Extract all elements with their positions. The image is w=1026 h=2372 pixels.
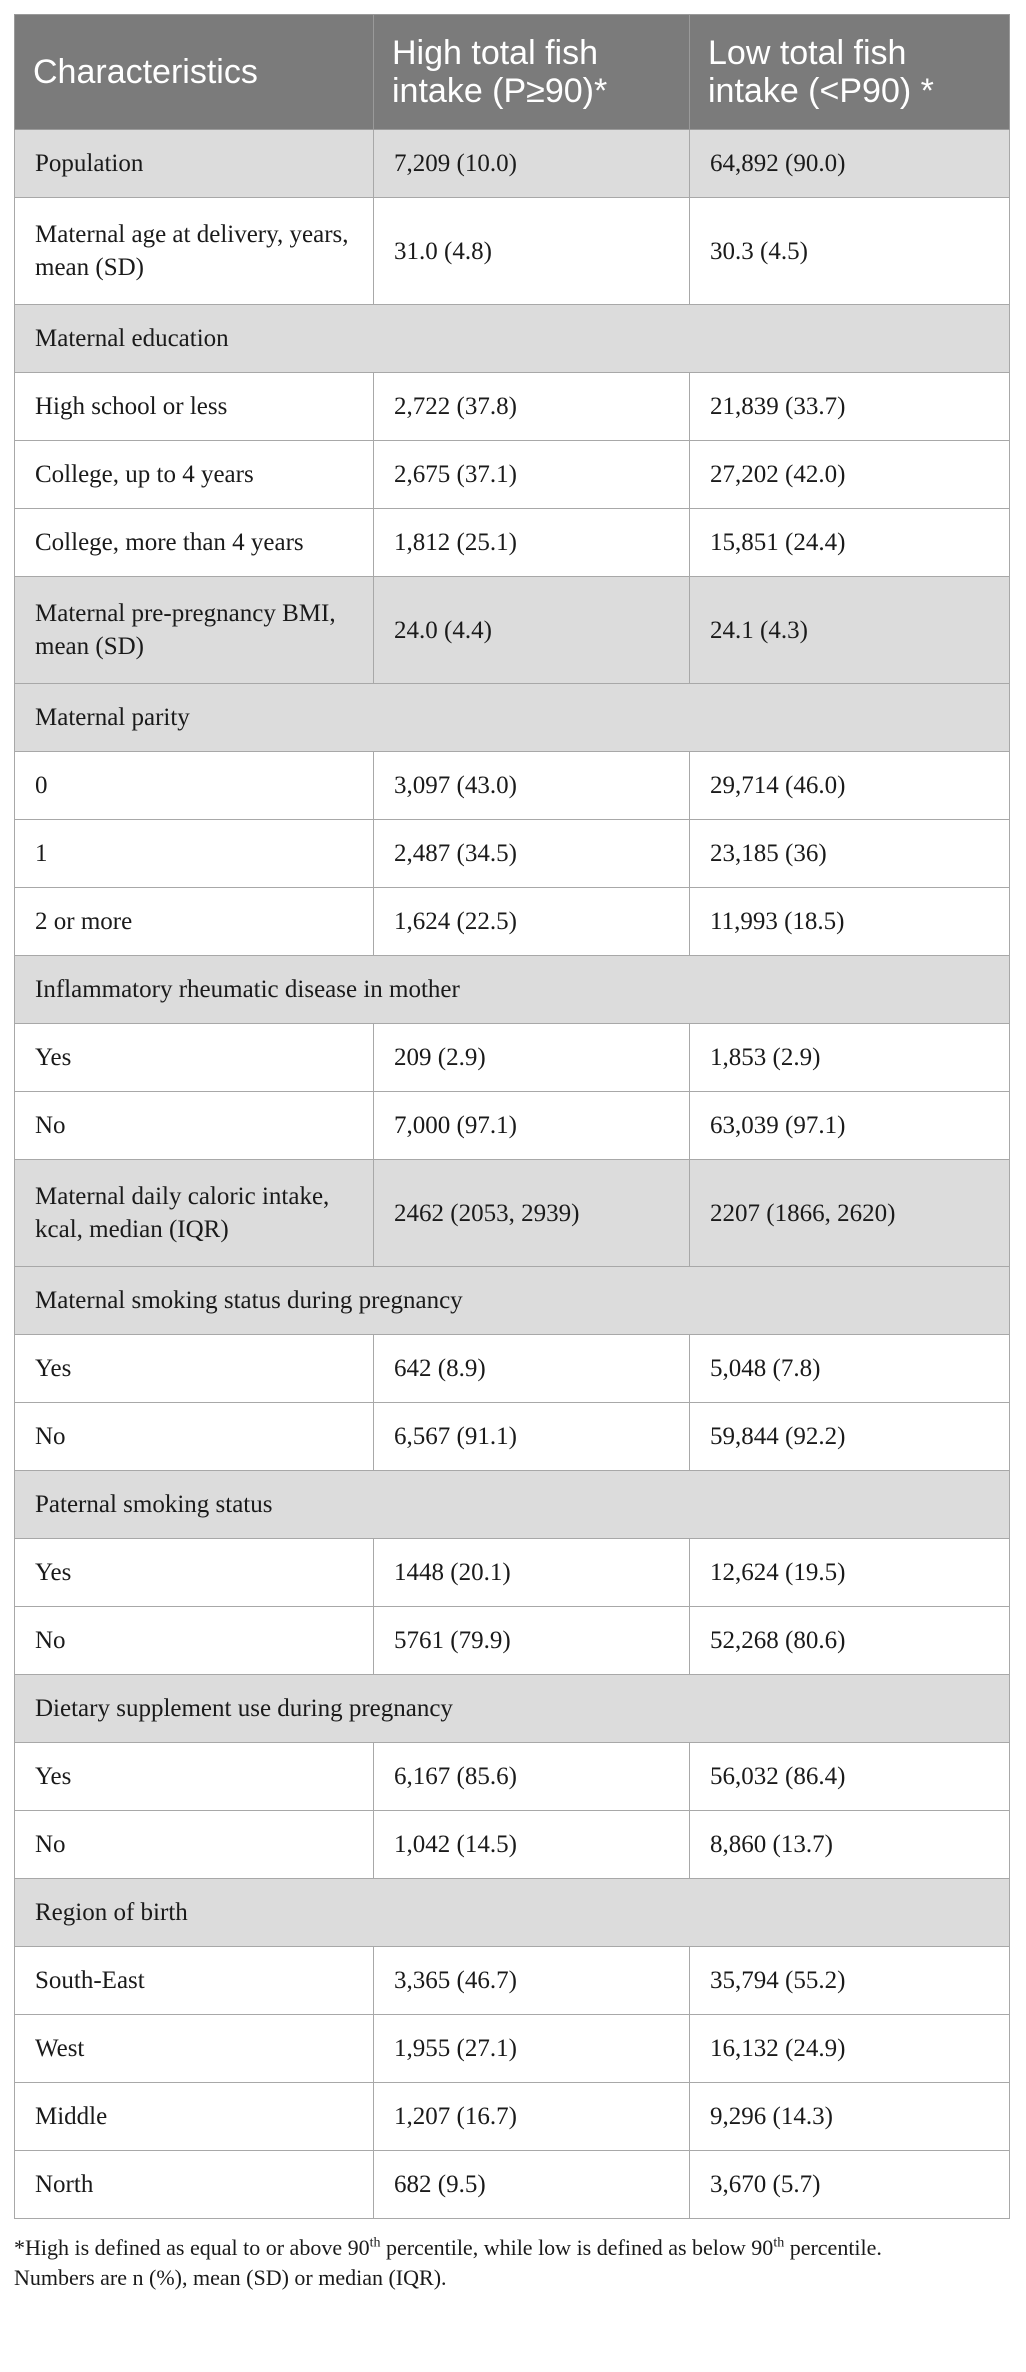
row-label: Yes	[15, 1335, 374, 1403]
high-intake-value: 1448 (20.1)	[374, 1539, 690, 1607]
row-label: High school or less	[15, 373, 374, 441]
low-intake-value: 30.3 (4.5)	[690, 198, 1010, 305]
group-label: Maternal smoking status during pregnancy	[15, 1267, 1010, 1335]
low-intake-value: 59,844 (92.2)	[690, 1403, 1010, 1471]
high-intake-value: 1,812 (25.1)	[374, 509, 690, 577]
footnote-definition	[14, 2233, 1009, 2263]
footnote-text: percentile.	[784, 2235, 882, 2260]
table-row	[15, 2151, 1010, 2219]
table-row	[15, 1539, 1010, 1607]
group-label: Dietary supplement use during pregnancy	[15, 1675, 1010, 1743]
low-intake-value: 24.1 (4.3)	[690, 577, 1010, 684]
low-intake-value: 9,296 (14.3)	[690, 2083, 1010, 2151]
low-intake-value: 23,185 (36)	[690, 820, 1010, 888]
row-label: Yes	[15, 1024, 374, 1092]
row-label: College, more than 4 years	[15, 509, 374, 577]
high-intake-value: 2,675 (37.1)	[374, 441, 690, 509]
low-intake-value: 12,624 (19.5)	[690, 1539, 1010, 1607]
row-label: South-East	[15, 1947, 374, 2015]
high-intake-value: 2462 (2053, 2939)	[374, 1160, 690, 1267]
row-label: 2 or more	[15, 888, 374, 956]
characteristics-table	[14, 14, 1010, 2219]
high-intake-value: 3,097 (43.0)	[374, 752, 690, 820]
group-label: Paternal smoking status	[15, 1471, 1010, 1539]
table-row	[15, 1743, 1010, 1811]
low-intake-value: 2207 (1866, 2620)	[690, 1160, 1010, 1267]
table-row	[15, 2015, 1010, 2083]
table-row	[15, 441, 1010, 509]
table-row	[15, 509, 1010, 577]
table-row	[15, 1335, 1010, 1403]
row-label: Yes	[15, 1743, 374, 1811]
group-label: Maternal education	[15, 305, 1010, 373]
group-label: Region of birth	[15, 1879, 1010, 1947]
high-intake-value: 24.0 (4.4)	[374, 577, 690, 684]
group-label: Inflammatory rheumatic disease in mother	[15, 956, 1010, 1024]
group-header-row	[15, 305, 1010, 373]
table-container	[14, 14, 1009, 2293]
low-intake-value: 1,853 (2.9)	[690, 1024, 1010, 1092]
low-intake-value: 8,860 (13.7)	[690, 1811, 1010, 1879]
low-intake-value: 35,794 (55.2)	[690, 1947, 1010, 2015]
row-label: Maternal age at delivery, years, mean (SD)	[15, 198, 374, 305]
high-intake-value: 7,000 (97.1)	[374, 1092, 690, 1160]
table-row	[15, 1160, 1010, 1267]
header-characteristics: Characteristics	[15, 15, 374, 130]
high-intake-value: 3,365 (46.7)	[374, 1947, 690, 2015]
group-header-row	[15, 956, 1010, 1024]
high-intake-value: 31.0 (4.8)	[374, 198, 690, 305]
high-intake-value: 1,955 (27.1)	[374, 2015, 690, 2083]
low-intake-value: 3,670 (5.7)	[690, 2151, 1010, 2219]
table-row	[15, 1024, 1010, 1092]
high-intake-value: 2,722 (37.8)	[374, 373, 690, 441]
row-label: College, up to 4 years	[15, 441, 374, 509]
table-row	[15, 577, 1010, 684]
high-intake-value: 5761 (79.9)	[374, 1607, 690, 1675]
table-row	[15, 1811, 1010, 1879]
row-label: Yes	[15, 1539, 374, 1607]
table-row	[15, 1092, 1010, 1160]
low-intake-value: 15,851 (24.4)	[690, 509, 1010, 577]
row-label: No	[15, 1403, 374, 1471]
header-low-intake: Low total fish intake (<P90) *	[690, 15, 1010, 130]
high-intake-value: 1,042 (14.5)	[374, 1811, 690, 1879]
low-intake-value: 56,032 (86.4)	[690, 1743, 1010, 1811]
low-intake-value: 52,268 (80.6)	[690, 1607, 1010, 1675]
footnote-superscript: th	[773, 2235, 785, 2251]
footnote-superscript: th	[369, 2235, 381, 2251]
low-intake-value: 29,714 (46.0)	[690, 752, 1010, 820]
row-label: Population	[15, 130, 374, 198]
footnotes	[14, 2233, 1009, 2293]
low-intake-value: 27,202 (42.0)	[690, 441, 1010, 509]
high-intake-value: 1,624 (22.5)	[374, 888, 690, 956]
row-label: West	[15, 2015, 374, 2083]
table-row	[15, 130, 1010, 198]
row-label: North	[15, 2151, 374, 2219]
high-intake-value: 6,567 (91.1)	[374, 1403, 690, 1471]
group-label: Maternal parity	[15, 684, 1010, 752]
footnote-text: *High is defined as equal to or above 90	[14, 2235, 370, 2260]
row-label: 1	[15, 820, 374, 888]
low-intake-value: 16,132 (24.9)	[690, 2015, 1010, 2083]
group-header-row	[15, 684, 1010, 752]
row-label: Maternal daily caloric intake, kcal, median (IQR)	[15, 1160, 374, 1267]
table-row	[15, 752, 1010, 820]
group-header-row	[15, 1471, 1010, 1539]
table-row	[15, 373, 1010, 441]
table-row	[15, 820, 1010, 888]
header-row	[15, 15, 1010, 130]
table-row	[15, 1607, 1010, 1675]
high-intake-value: 209 (2.9)	[374, 1024, 690, 1092]
row-label: No	[15, 1811, 374, 1879]
group-header-row	[15, 1267, 1010, 1335]
group-header-row	[15, 1879, 1010, 1947]
table-row	[15, 1403, 1010, 1471]
row-label: No	[15, 1092, 374, 1160]
row-label: 0	[15, 752, 374, 820]
high-intake-value: 6,167 (85.6)	[374, 1743, 690, 1811]
high-intake-value: 642 (8.9)	[374, 1335, 690, 1403]
table-row	[15, 2083, 1010, 2151]
low-intake-value: 21,839 (33.7)	[690, 373, 1010, 441]
footnote-text: percentile, while low is defined as below 90	[380, 2235, 774, 2260]
group-header-row	[15, 1675, 1010, 1743]
row-label: Maternal pre-pregnancy BMI, mean (SD)	[15, 577, 374, 684]
table-row	[15, 198, 1010, 305]
high-intake-value: 7,209 (10.0)	[374, 130, 690, 198]
high-intake-value: 682 (9.5)	[374, 2151, 690, 2219]
high-intake-value: 2,487 (34.5)	[374, 820, 690, 888]
row-label: Middle	[15, 2083, 374, 2151]
header-high-intake: High total fish intake (P≥90)*	[374, 15, 690, 130]
low-intake-value: 64,892 (90.0)	[690, 130, 1010, 198]
low-intake-value: 5,048 (7.8)	[690, 1335, 1010, 1403]
table-body	[15, 130, 1010, 2219]
low-intake-value: 63,039 (97.1)	[690, 1092, 1010, 1160]
low-intake-value: 11,993 (18.5)	[690, 888, 1010, 956]
table-row	[15, 888, 1010, 956]
row-label: No	[15, 1607, 374, 1675]
table-row	[15, 1947, 1010, 2015]
footnote-units: Numbers are n (%), mean (SD) or median (IQR).	[14, 2265, 447, 2290]
high-intake-value: 1,207 (16.7)	[374, 2083, 690, 2151]
